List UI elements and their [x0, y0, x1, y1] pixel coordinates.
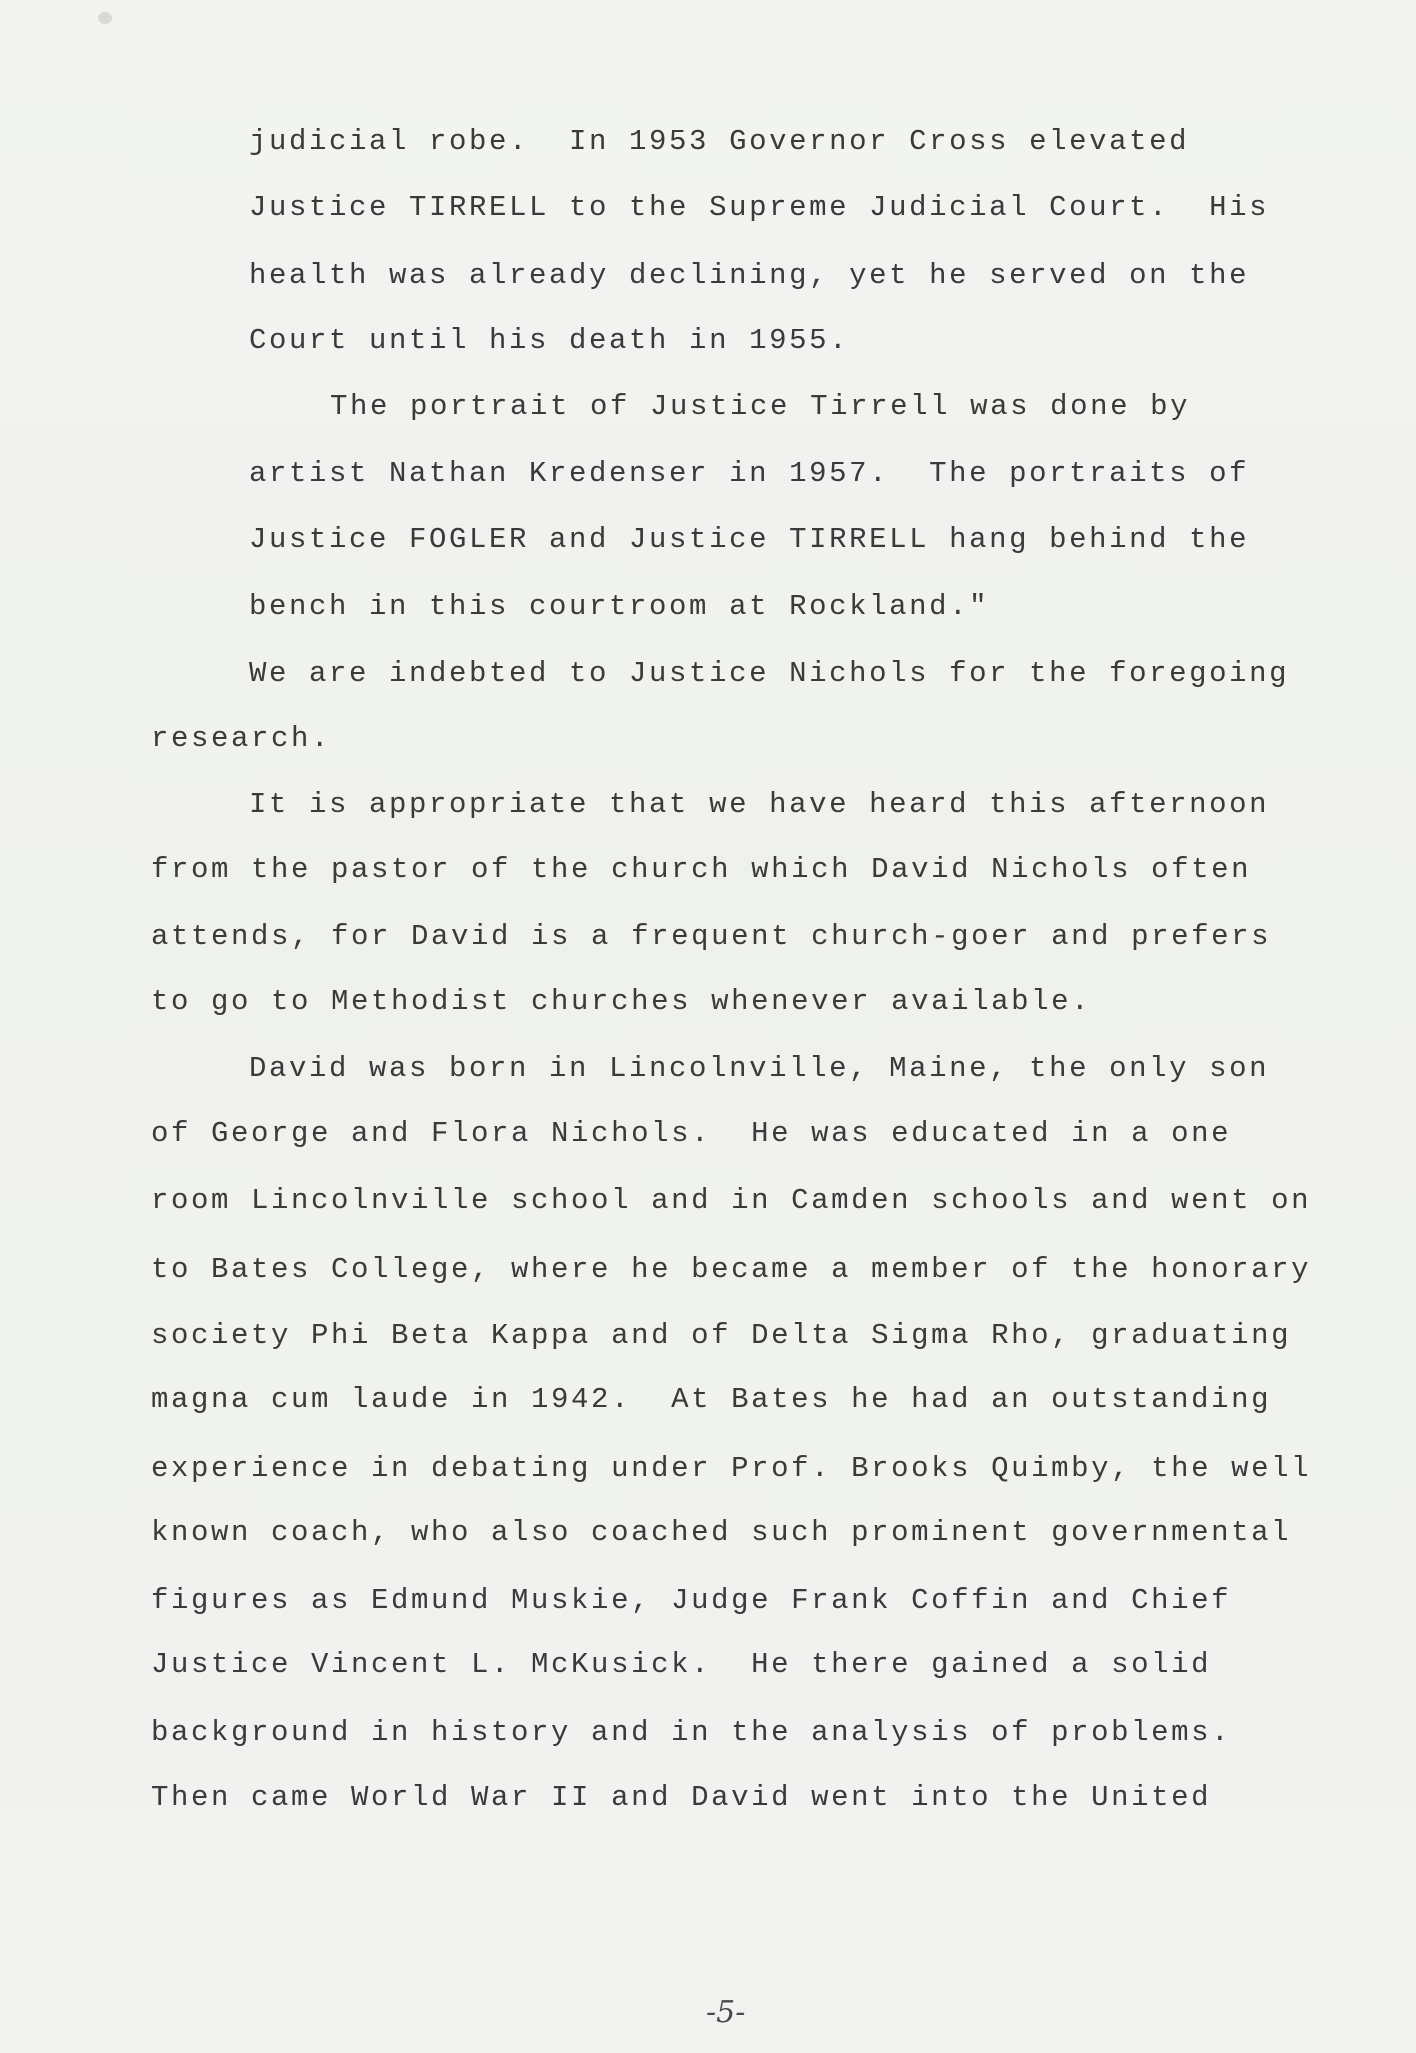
text-line-10: research. [151, 722, 332, 755]
text-line-19: society Phi Beta Kappa and of Delta Sigma Rho, graduating [151, 1319, 1292, 1352]
page-number: -5- [706, 1995, 746, 2030]
text-line-22: known coach, who also coached such prominent governmental [151, 1516, 1292, 1549]
text-line-6: artist Nathan Kredenser in 1957. The portraits of [249, 457, 1250, 490]
text-line-24: Justice Vincent L. McKusick. He there gained a solid [151, 1648, 1212, 1681]
text-line-20: magna cum laude in 1942. At Bates he had an outstanding [151, 1383, 1272, 1416]
text-line-21: experience in debating under Prof. Brooks Quimby, the well [151, 1452, 1312, 1485]
text-line-18: to Bates College, where he became a member of the honorary [151, 1253, 1312, 1286]
text-line-9: We are indebted to Justice Nichols for the foregoing [249, 657, 1290, 690]
text-line-16: of George and Flora Nichols. He was educated in a one [151, 1117, 1232, 1150]
text-line-13: attends, for David is a frequent church-goer and prefers [151, 920, 1272, 953]
text-line-25: background in history and in the analysis of problems. [151, 1716, 1232, 1749]
text-line-2: Justice TIRRELL to the Supreme Judicial Court. His [249, 191, 1270, 224]
text-line-7: Justice FOGLER and Justice TIRRELL hang behind the [249, 523, 1250, 556]
text-line-3: health was already declining, yet he served on the [249, 259, 1250, 292]
text-line-5: The portrait of Justice Tirrell was done by [330, 390, 1191, 423]
text-line-1: judicial robe. In 1953 Governor Cross elevated [249, 125, 1190, 158]
text-line-11: It is appropriate that we have heard this afternoon [249, 788, 1270, 821]
text-line-8: bench in this courtroom at Rockland." [249, 590, 990, 623]
text-line-23: figures as Edmund Muskie, Judge Frank Coffin and Chief [151, 1584, 1232, 1617]
text-line-4: Court until his death in 1955. [249, 324, 850, 357]
text-line-14: to go to Methodist churches whenever available. [151, 985, 1092, 1018]
paper-blemish [98, 12, 112, 24]
text-line-15: David was born in Lincolnville, Maine, the only son [249, 1052, 1270, 1085]
text-line-26: Then came World War II and David went into the United [151, 1781, 1212, 1814]
text-line-12: from the pastor of the church which David Nichols often [151, 853, 1252, 886]
text-line-17: room Lincolnville school and in Camden schools and went on [151, 1184, 1312, 1217]
